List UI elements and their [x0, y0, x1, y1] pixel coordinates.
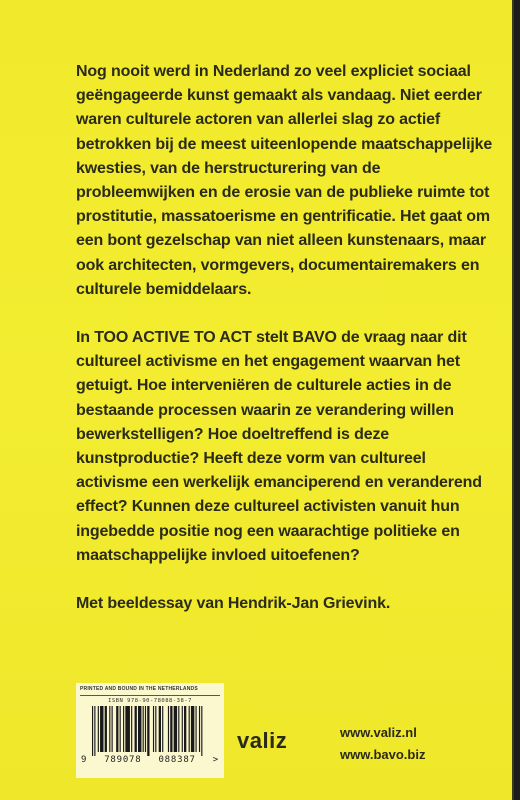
barcode-bar	[191, 706, 194, 752]
blurb-paragraph-3: Met beeldessay van Hendrik-Jan Grievink.	[76, 595, 391, 613]
barcode-bar	[123, 706, 124, 752]
barcode-bar	[98, 706, 99, 752]
barcode-chevron: >	[212, 755, 219, 765]
isbn-text: ISBN 978-90-78088-38-7	[108, 698, 192, 704]
barcode-bar	[189, 706, 190, 752]
barcode-bar	[153, 706, 154, 752]
label-divider	[80, 695, 220, 696]
barcode-bar	[138, 706, 141, 752]
blurb-paragraph-2: In TOO ACTIVE TO ACT stelt BAVO de vraag naar dit cultureel activisme en het engagement waarvan het getuigt. Hoe interveniëren de culturele acties in de bestaande processen waarin ze verandering willen bewerkstelligen? Hoe doeltreffend is deze kunstproductie? Heeft deze vorm van cultureel activisme een werkelijk emanciperend en veranderend effect? Kunnen deze cultureel activisten vanuit hun ingebedde positie nog een waarachtige politieke en maatschappelijke invloed uitoefenen?	[76, 329, 482, 564]
barcode-image	[86, 706, 214, 756]
publisher-logo: valiz	[237, 728, 288, 753]
printed-in-label: PRINTED AND BOUND IN THE NETHERLANDS	[80, 686, 198, 692]
barcode-bar	[201, 706, 202, 756]
barcode-bar	[145, 706, 146, 752]
barcode-bar	[162, 706, 163, 752]
barcode-bar	[174, 706, 177, 752]
barcode-bar	[182, 706, 183, 752]
barcode-bar	[116, 706, 118, 752]
barcode-bar	[112, 706, 113, 752]
barcode-digits	[80, 755, 220, 765]
barcode-bar	[159, 706, 161, 752]
barcode-bar	[199, 706, 200, 752]
barcode-bar	[143, 706, 144, 752]
barcode-bar	[170, 706, 172, 752]
barcode-bar	[100, 706, 103, 752]
barcode-digit-first: 9	[81, 755, 88, 765]
blurb-text	[76, 60, 496, 616]
barcode-digits-right: 088387	[158, 755, 196, 765]
barcode-bar	[109, 706, 110, 752]
blurb-paragraph-1: Nog nooit werd in Nederland zo veel expliciet sociaal geëngageerde kunst gemaakt als vandaag. Niet eerder waren culturele actoren van allerlei slag zo actief betrokken bij de meest uiteenlopende maatschappelijke kwesties, van de herstructurering van de probleemwijken en de erosie van de publieke ruimte tot prostitutie, massatoerisme en gentrificatie. Het gaat om een bont gezelschap van niet alleen kunstenaars, maar ook architecten, vormgevers, documentairemakers en culturele bemiddelaars.	[76, 63, 493, 298]
barcode-digits-left: 789078	[104, 755, 142, 765]
barcode-bar	[147, 706, 149, 756]
url-bavo: www.bavo.biz	[340, 747, 426, 762]
publisher-urls	[340, 722, 425, 766]
barcode-bar	[125, 706, 130, 752]
url-valiz: www.valiz.nl	[340, 725, 417, 740]
barcode-bar	[196, 706, 197, 752]
barcode-bar	[135, 706, 137, 752]
barcode-bar	[178, 706, 179, 752]
barcode-bar	[168, 706, 169, 752]
barcode-bar	[94, 706, 95, 756]
barcode-bar	[184, 706, 186, 752]
barcode-bar	[120, 706, 121, 752]
barcode-bar	[92, 706, 93, 756]
barcode-bar	[131, 706, 132, 752]
barcode-bar	[105, 706, 107, 752]
barcode-bar	[155, 706, 156, 752]
barcode-label	[76, 683, 224, 778]
